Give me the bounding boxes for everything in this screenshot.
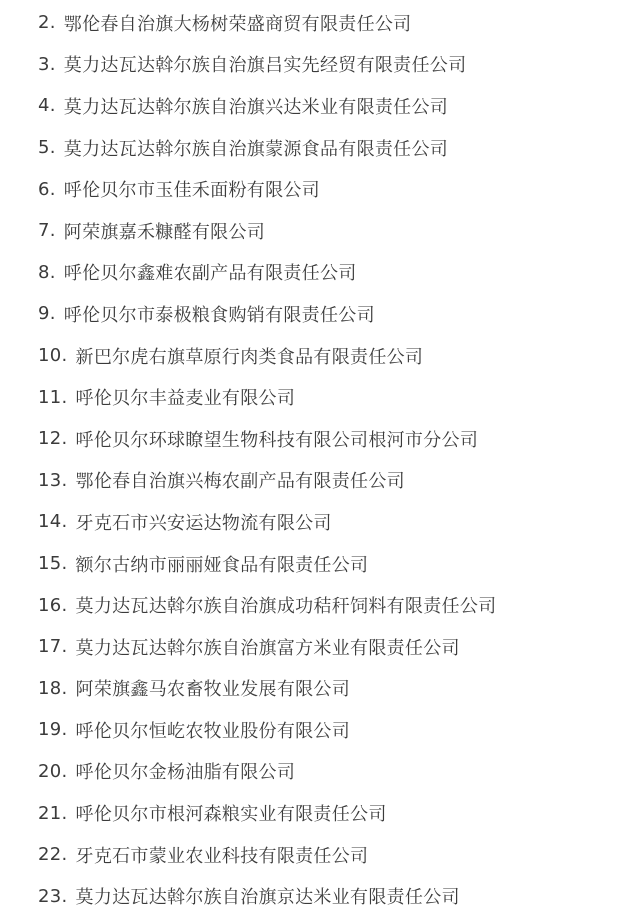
list-item [38,751,621,793]
company-name: 莫力达瓦达斡尔族自治旗京达米业有限责任公司 [75,887,460,909]
company-name: 呼伦贝尔恒屹农牧业股份有限公司 [75,720,351,742]
company-name: 莫力达瓦达斡尔族自治旗兴达米业有限责任公司 [63,96,449,118]
list-item [38,584,621,626]
list-item [38,44,621,86]
company-name: 呼伦贝尔鑫难农副产品有限责任公司 [63,263,357,285]
list-item [38,668,621,710]
list-item-number: 12. [38,428,68,450]
list-item [38,168,621,210]
list-item [38,335,621,377]
company-name: 呼伦贝尔环球瞭望生物科技有限公司根河市分公司 [75,429,479,451]
list-item [38,501,621,543]
list-item [38,127,621,169]
company-name: 牙克石市蒙业农业科技有限责任公司 [75,845,369,867]
company-name: 牙克石市兴安运达物流有限公司 [75,512,332,534]
list-item-number: 18. [38,677,68,699]
list-item [38,210,621,252]
list-item [38,875,621,917]
company-name: 莫力达瓦达斡尔族自治旗富方米业有限责任公司 [75,637,460,659]
list-item-number: 23. [38,885,68,907]
company-name: 呼伦贝尔市泰极粮食购销有限责任公司 [63,304,375,326]
company-name: 莫力达瓦达斡尔族自治旗蒙源食品有限责任公司 [63,138,449,160]
company-name: 鄂伦春自治旗大杨树荣盛商贸有限责任公司 [63,13,412,35]
list-item-number: 4. [38,95,56,117]
list-item-number: 11. [38,386,68,408]
list-item-number: 2. [38,12,56,34]
company-name: 鄂伦春自治旗兴梅农副产品有限责任公司 [75,471,405,493]
company-name: 莫力达瓦达斡尔族自治旗吕实先经贸有限责任公司 [63,55,467,77]
list-item-number: 5. [38,137,56,159]
list-item-number: 17. [38,636,68,658]
list-item [38,626,621,668]
list-item-number: 13. [38,469,68,491]
list-item-number: 10. [38,345,68,367]
company-name: 额尔古纳市丽丽娅食品有限责任公司 [75,554,369,576]
list-item [38,709,621,751]
list-item-number: 20. [38,760,68,782]
list-item [38,85,621,127]
list-item [38,792,621,834]
list-item [38,252,621,294]
list-item-number: 15. [38,553,68,575]
company-name: 阿荣旗鑫马农畜牧业发展有限公司 [75,679,351,701]
list-item-number: 21. [38,802,68,824]
company-name: 莫力达瓦达斡尔族自治旗成功秸秆饲料有限责任公司 [75,596,497,618]
list-item-number: 3. [38,53,56,75]
company-name: 呼伦贝尔市玉佳禾面粉有限公司 [63,180,320,202]
list-item-number: 16. [38,594,68,616]
list-item-number: 19. [38,719,68,741]
company-name: 呼伦贝尔市根河森粮实业有限责任公司 [75,804,387,826]
company-name: 新巴尔虎右旗草原行肉类食品有限责任公司 [75,346,424,368]
list-item-number: 6. [38,178,56,200]
list-item [38,2,621,44]
list-item [38,376,621,418]
company-name: 阿荣旗嘉禾糠醛有限公司 [63,221,266,243]
list-item-number: 14. [38,511,68,533]
list-item-number: 7. [38,220,56,242]
list-item [38,543,621,585]
list-item-number: 9. [38,303,56,325]
list-item [38,293,621,335]
list-item [38,418,621,460]
list-item [38,460,621,502]
list-item-number: 22. [38,844,68,866]
list-item [38,834,621,876]
company-name: 呼伦贝尔丰益麦业有限公司 [75,388,296,410]
list-item-number: 8. [38,261,56,283]
company-name: 呼伦贝尔金杨油脂有限公司 [75,762,296,784]
